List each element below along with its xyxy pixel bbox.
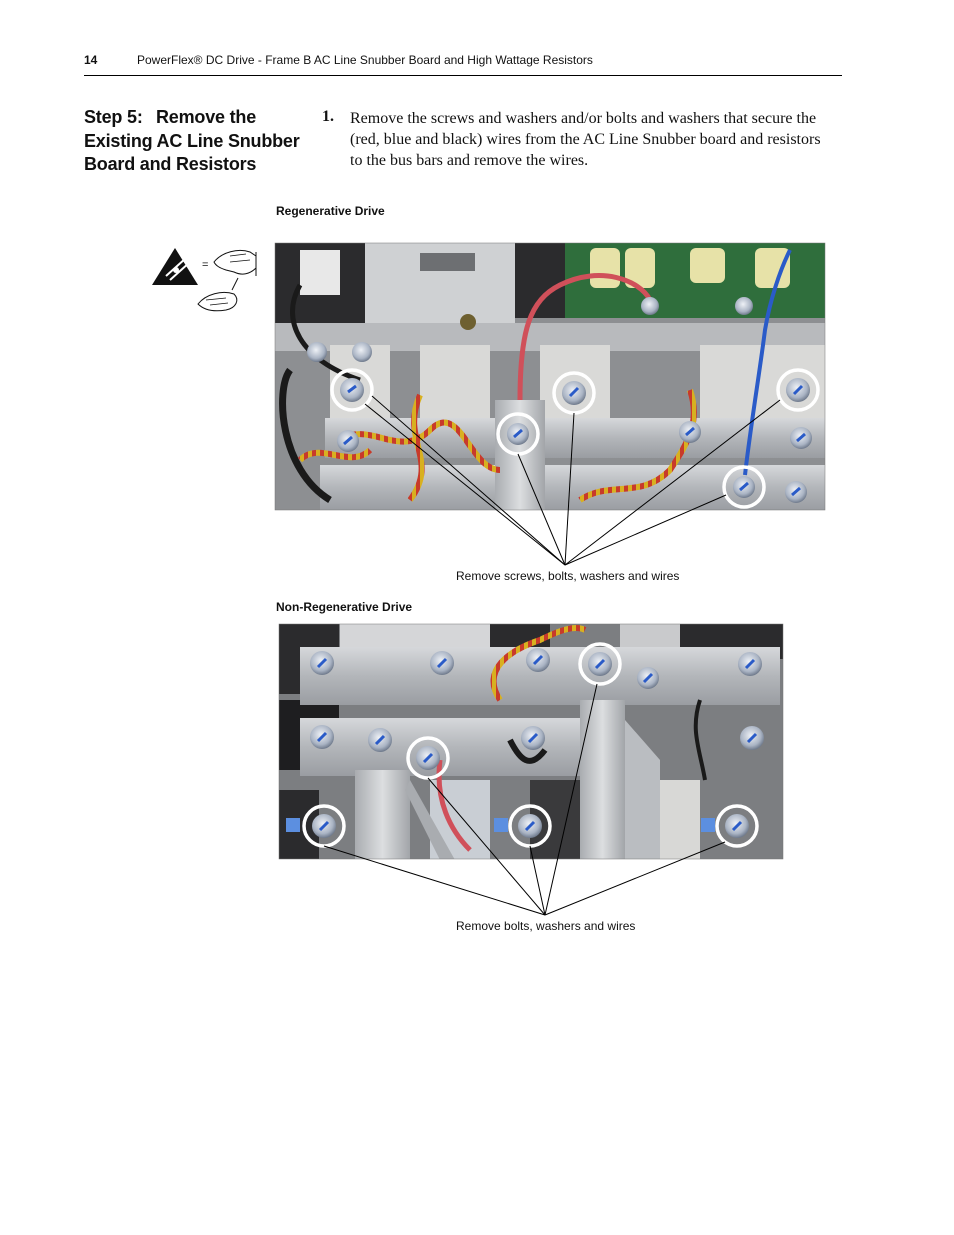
page-number: 14 (84, 53, 98, 67)
esd-warning-icon (152, 248, 256, 311)
svg-text:=: = (202, 259, 209, 271)
non-regenerative-callout: Remove bolts, washers and wires (456, 919, 636, 933)
non-regenerative-drive-photo (279, 624, 783, 860)
step-label: Step 5: (84, 107, 143, 127)
non-regenerative-figure-label: Non-Regenerative Drive (276, 600, 413, 614)
step-title: Remove the Existing AC Line Snubber Board and Resistors (84, 107, 300, 174)
step-item-number: 1. (322, 108, 334, 125)
step-instruction: Remove the screws and washers and/or bolts and washers that secure the (red, blue and black) wires from the AC Line Snubber board and resistors to the bus bars and remove the wires. (350, 110, 821, 169)
regenerative-figure-label: Regenerative Drive (276, 204, 385, 218)
header-title: PowerFlex® DC Drive - Frame B AC Line Snubber Board and High Wattage Resistors (137, 53, 593, 67)
regenerative-callout: Remove screws, bolts, washers and wires (456, 569, 680, 583)
regenerative-drive-photo (275, 243, 825, 510)
